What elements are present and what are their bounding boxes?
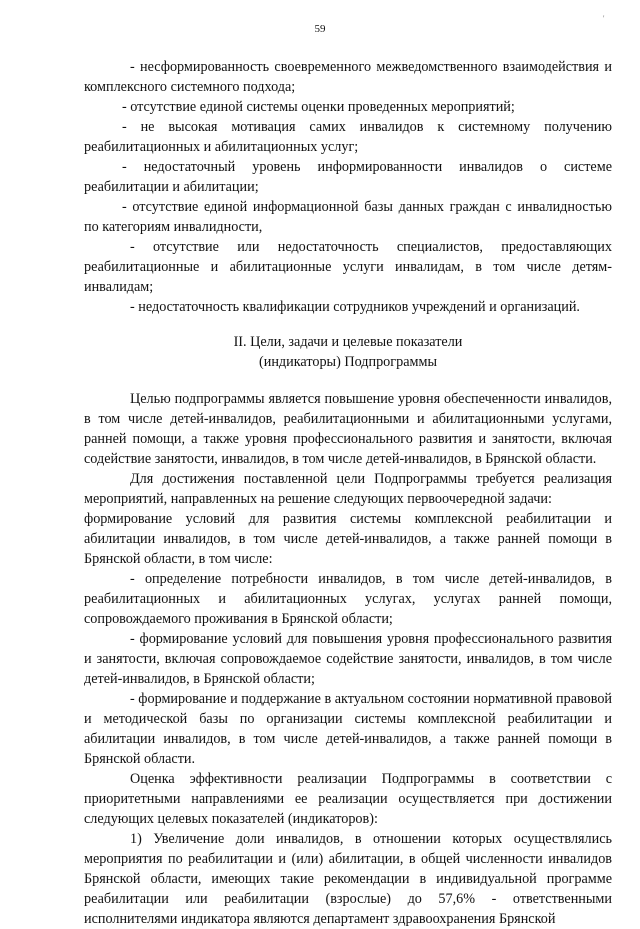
- page-body: [84, 57, 612, 929]
- list-item: - отсутствие единой информационной базы данных граждан с инвалидностью по категориям инвалидности,: [84, 199, 612, 235]
- section-heading-line: II. Цели, задачи и целевые показатели: [233, 334, 463, 350]
- subtask-item: - формирование условий для повышения уровня профессионального развития и занятости, включая сопровождаемое содействие занятости, инвалидов, в том числе детей-инвалидов, в Брянской области;: [84, 631, 612, 687]
- list-item: - не высокая мотивация самих инвалидов к системному получению реабилитационных и абилитационных услуг;: [84, 119, 612, 155]
- list-item: - недостаточность квалификации сотрудников учреждений и организаций.: [130, 299, 580, 315]
- evaluation-paragraph: Оценка эффективности реализации Подпрограммы в соответствии с приоритетными направлениями ее реализации осуществляется при достижении следующих целевых показателей (индикаторов):: [84, 771, 612, 827]
- list-item: - несформированность своевременного межведомственного взаимодействия и комплексного системного подхода;: [84, 59, 612, 95]
- subtask-item: - определение потребности инвалидов, в том числе детей-инвалидов, в реабилитационных и абилитационных услугах, услугах ранней помощи, сопровождаемого проживания в Брянской области;: [84, 571, 612, 627]
- corner-mark: ': [603, 14, 605, 23]
- list-item: - отсутствие единой системы оценки проведенных мероприятий;: [122, 99, 515, 115]
- goal-paragraph: Целью подпрограммы является повышение уровня обеспеченности инвалидов, в том числе детей-инвалидов, реабилитационными и абилитационными услугами, ранней помощи, а также уровня профессионального развития и занятости, включая содействие занятости, инвалидов, в том числе детей-инвалидов, в Брянской области.: [84, 391, 612, 467]
- page-number: 59: [314, 23, 326, 35]
- section-heading-line: (индикаторы) Подпрограммы: [259, 354, 437, 370]
- task-paragraph: формирование условий для развития системы комплексной реабилитации и абилитации инвалидов, в том числе детей-инвалидов, а также ранней помощи в Брянской области, в том числе:: [84, 511, 612, 567]
- indicator-item: 1) Увеличение доли инвалидов, в отношении которых осуществлялись мероприятия по реабилитации и (или) абилитации, в общей численности инвалидов Брянской области, имеющих такие рекомендации в индивидуальной программе реабилитации или реабилитации (взрослые) до 57,6% - ответственными исполнителями индикатора являются департамент здравоохранения Брянской: [84, 831, 612, 927]
- section-heading: [84, 332, 612, 372]
- list-item: - отсутствие или недостаточность специалистов, предоставляющих реабилитационные и абилитационные услуги инвалидам, в том числе детям-инвалидам;: [84, 239, 612, 295]
- achievement-paragraph: Для достижения поставленной цели Подпрограммы требуется реализация мероприятий, направленных на решение следующих первоочередной задачи:: [84, 471, 612, 507]
- subtask-item: - формирование и поддержание в актуальном состоянии нормативной правовой и методической базы по организации системы комплексной реабилитации и абилитации инвалидов, в том числе детей-инвалидов, а также ранней помощи в Брянской области.: [84, 691, 612, 767]
- list-item: - недостаточный уровень информированности инвалидов о системе реабилитации и абилитации;: [84, 159, 612, 195]
